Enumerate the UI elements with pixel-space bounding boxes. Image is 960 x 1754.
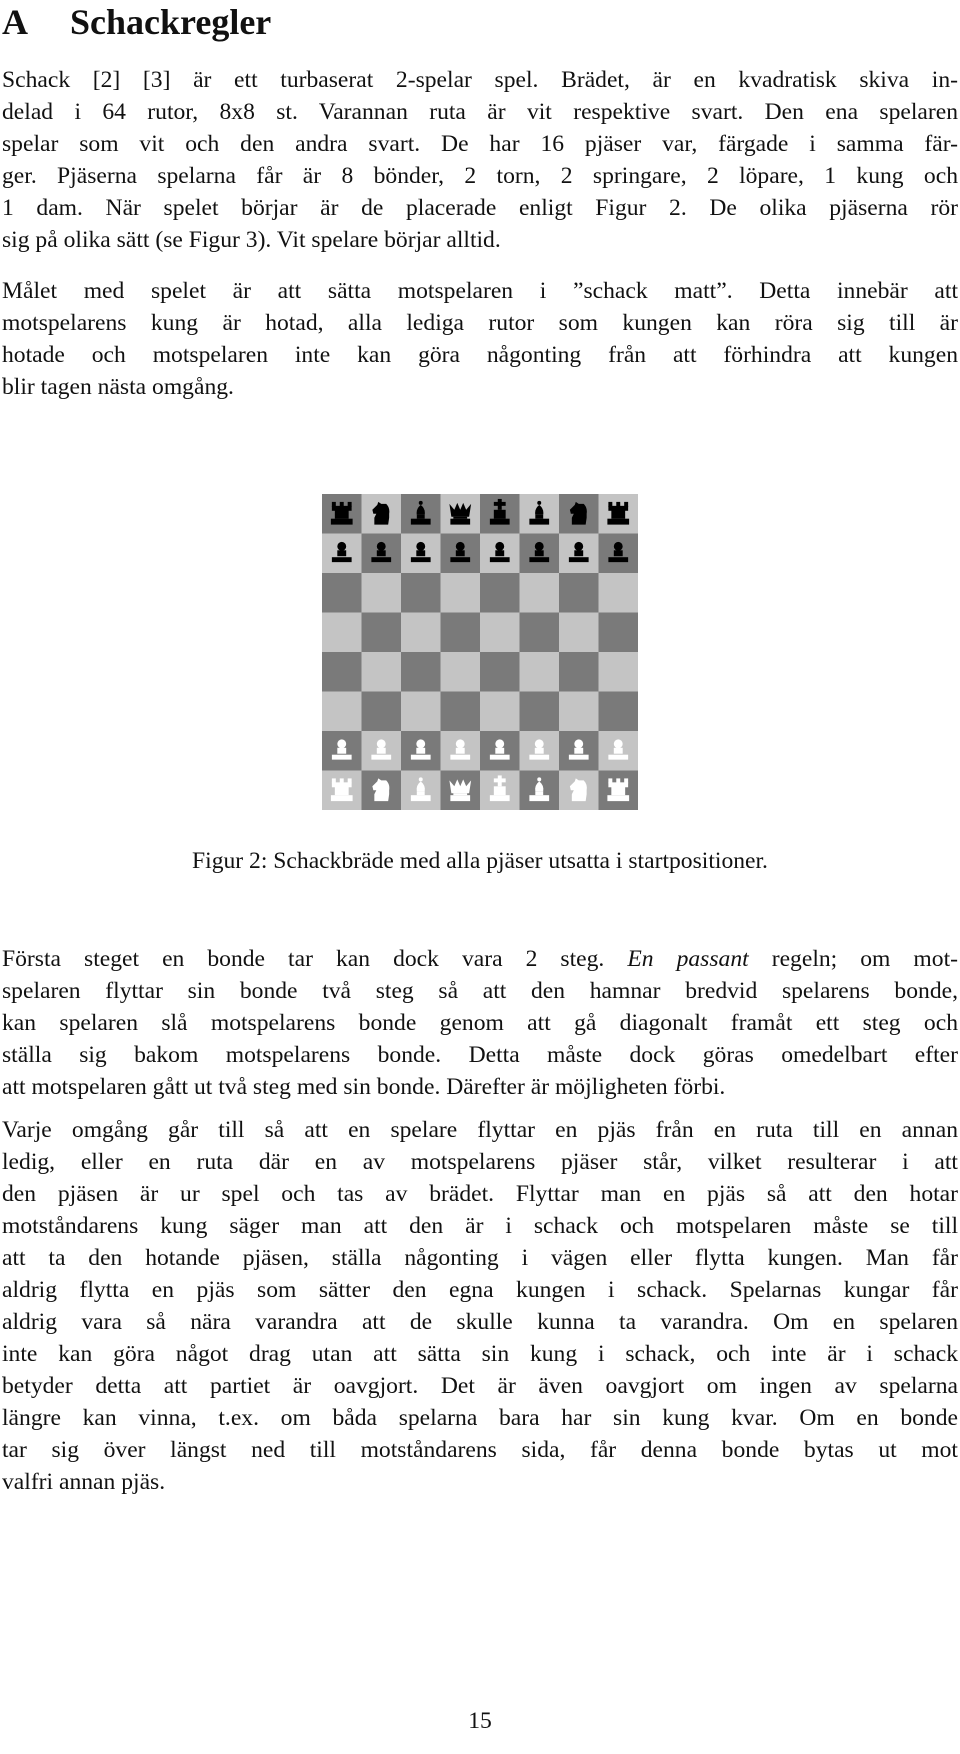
board-square xyxy=(362,613,402,653)
figure-caption: Figur 2: Schackbräde med alla pjäser utsatta i startpositioner. xyxy=(192,848,768,874)
board-square xyxy=(441,573,481,613)
board-square xyxy=(441,652,481,692)
board-square xyxy=(322,613,362,653)
board-square xyxy=(401,573,441,613)
board-square xyxy=(559,613,599,653)
board-square xyxy=(401,692,441,732)
section-number: A xyxy=(2,2,28,42)
text-line: motspelarens kung är hotad, alla lediga rutor som kungen kan röra sig till är xyxy=(2,310,958,336)
board-square xyxy=(480,652,520,692)
board-square xyxy=(480,613,520,653)
text-line: ledig, eller en ruta där en av motspelarens pjäser står, vilket resulterar i att xyxy=(2,1149,958,1175)
text-line: spelaren flyttar sin bonde två steg så att den hamnar bredvid spelarens bonde, xyxy=(2,978,958,1004)
text-line: valfri annan pjäs. xyxy=(2,1469,166,1495)
board-square xyxy=(480,573,520,613)
text-line: den pjäsen är ur spel och tas av brädet. Flyttar man en pjäs så att den hotar xyxy=(2,1181,958,1207)
text-line: spelar som vit och den andra svart. De har 16 pjäser var, färgade i samma fär- xyxy=(2,131,958,157)
page-number: 15 xyxy=(468,1708,492,1734)
board-square xyxy=(559,573,599,613)
text-span: regeln; om mot- xyxy=(748,946,958,972)
paragraph-turns xyxy=(2,1114,958,1498)
text-line: Schack [2] [3] är ett turbaserat 2-spelar spel. Brädet, är en kvadratisk skiva in- xyxy=(2,67,958,93)
paragraph-en-passant xyxy=(2,943,958,1103)
board-square xyxy=(599,573,639,613)
board-square xyxy=(362,652,402,692)
section-title: Schackregler xyxy=(70,2,272,42)
board-square xyxy=(401,613,441,653)
board-square xyxy=(520,613,560,653)
text-line: Målet med spelet är att sätta motspelaren i ”schack matt”. Detta innebär att xyxy=(2,278,958,304)
board-square xyxy=(322,652,362,692)
text-line: att motspelaren gått ut två steg med sin bonde. Därefter är möjligheten förbi. xyxy=(2,1074,726,1100)
board-square xyxy=(559,692,599,732)
text-line: 1 dam. När spelet börjar är de placerade enligt Figur 2. De olika pjäserna rör xyxy=(2,195,958,221)
text-line: motståndarens kung säger man att den är i schack och motspelaren måste se till xyxy=(2,1213,958,1239)
board-square xyxy=(322,573,362,613)
chessboard-figure xyxy=(322,494,638,810)
board-square xyxy=(520,692,560,732)
text-line: inte kan göra något drag utan att sätta sin kung i schack, och inte är i schack xyxy=(2,1341,958,1367)
board-square xyxy=(480,692,520,732)
board-square xyxy=(559,652,599,692)
text-line: hotade och motspelaren inte kan göra någonting från att förhindra att kungen xyxy=(2,342,958,368)
text-line: ger. Pjäserna spelarna får är 8 bönder, 2 torn, 2 springare, 2 löpare, 1 kung och xyxy=(2,163,958,189)
board-square xyxy=(599,692,639,732)
board-square xyxy=(599,652,639,692)
board-square xyxy=(401,652,441,692)
text-line: aldrig vara så nära varandra att de skulle kunna ta varandra. Om en spelaren xyxy=(2,1309,958,1335)
text-line: blir tagen nästa omgång. xyxy=(2,374,234,400)
text-line: aldrig flytta en pjäs som sätter den egna kungen i schack. Spelarnas kungar får xyxy=(2,1277,958,1303)
text-line: ställa sig bakom motspelarens bonde. Detta måste dock göras omedelbart efter xyxy=(2,1042,958,1068)
board-square xyxy=(520,573,560,613)
italic-term: En passant xyxy=(627,946,749,972)
text-line xyxy=(2,943,958,975)
paragraph-intro xyxy=(2,64,958,256)
section-heading xyxy=(2,2,271,42)
text-span: Första steget en bonde tar kan dock vara 2 steg. xyxy=(2,946,628,972)
paragraph-goal xyxy=(2,275,958,403)
board-square xyxy=(362,692,402,732)
text-line: kan spelaren slå motspelarens bonde genom att gå diagonalt framåt ett steg och xyxy=(2,1010,958,1036)
board-square xyxy=(322,692,362,732)
board-square xyxy=(441,692,481,732)
text-line: att ta den hotande pjäsen, ställa någonting i vägen eller flytta kungen. Man får xyxy=(2,1245,958,1271)
text-line: tar sig över längst ned till motståndarens sida, får denna bonde bytas ut mot xyxy=(2,1437,958,1463)
board-square xyxy=(520,652,560,692)
text-line: sig på olika sätt (se Figur 3). Vit spelare börjar alltid. xyxy=(2,227,501,253)
text-line: delad i 64 rutor, 8x8 st. Varannan ruta är vit respektive svart. Den ena spelaren xyxy=(2,99,958,125)
board-square xyxy=(362,573,402,613)
board-square xyxy=(441,613,481,653)
text-line: Varje omgång går till så att en spelare flyttar en pjäs från en ruta till en annan xyxy=(2,1117,958,1143)
board-square xyxy=(599,613,639,653)
text-line: längre kan vinna, t.ex. om båda spelarna bara har sin kung kvar. Om en bonde xyxy=(2,1405,958,1431)
text-line: betyder detta att partiet är oavgjort. Det är även oavgjort om ingen av spelarna xyxy=(2,1373,958,1399)
